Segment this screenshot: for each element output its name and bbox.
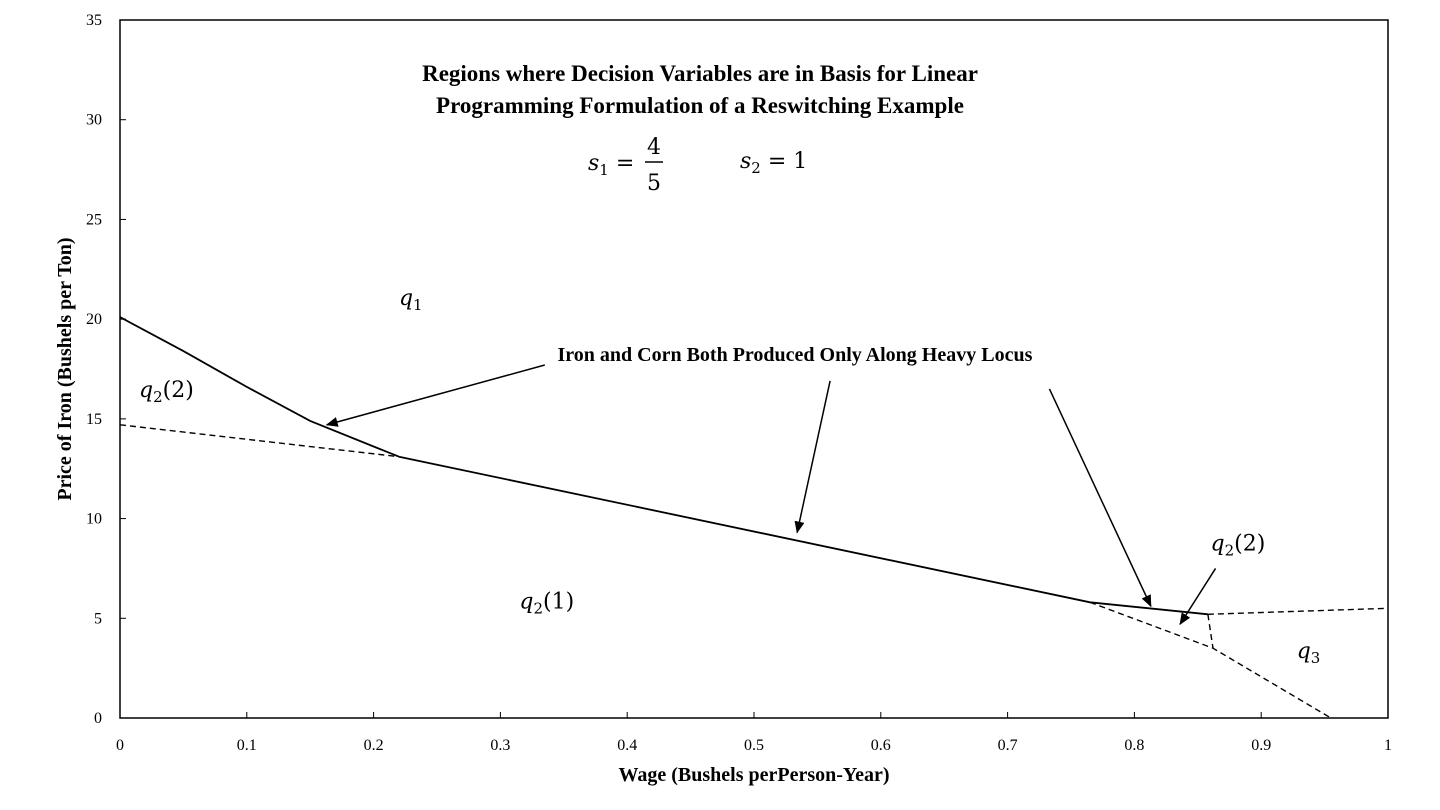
y-tick-label: 5 xyxy=(94,610,102,628)
dashed-boundary-line xyxy=(1208,614,1213,648)
y-tick-label: 20 xyxy=(86,311,102,329)
annotation-arrow xyxy=(797,381,830,533)
x-tick-label: 0.4 xyxy=(617,737,638,754)
dashed-boundary-line xyxy=(1208,608,1388,614)
x-tick-label: 0.7 xyxy=(997,737,1018,754)
dashed-boundary-line xyxy=(1090,602,1331,718)
series-layer xyxy=(120,317,1388,718)
region-label: $q_1$ xyxy=(398,286,423,315)
x-tick-label: 0.3 xyxy=(490,737,511,754)
parameter-s2 xyxy=(740,149,807,177)
s1-numerator: 4 xyxy=(647,135,661,160)
parameter-s1 xyxy=(588,135,663,196)
region-label: $q_2(2)$ xyxy=(139,377,194,406)
chart-title-line-2: Programming Formulation of a Reswitching Example xyxy=(436,93,964,118)
y-tick-label: 25 xyxy=(86,211,102,229)
svg-text:s2 = 1: $s_2 = 1$ xyxy=(740,149,808,177)
annotation-arrow xyxy=(1049,389,1150,606)
x-tick-label: 0.1 xyxy=(236,737,257,754)
svg-text:s1 =: $s_1$ = xyxy=(588,151,635,179)
y-axis-title: Price of Iron (Bushels per Ton) xyxy=(54,237,76,501)
y-tick-label: 15 xyxy=(86,410,102,428)
y-tick-label: 35 xyxy=(86,12,102,29)
x-tick-label: 0.5 xyxy=(744,737,764,754)
arrow-layer xyxy=(327,365,1216,624)
region-label: $q_2(1)$ xyxy=(519,589,575,618)
region-label: $q_3$ xyxy=(1296,639,1321,668)
y-tick-label: 30 xyxy=(86,111,102,129)
x-tick-label: 0 xyxy=(116,737,124,754)
x-axis-title: Wage (Bushels perPerson-Year) xyxy=(618,764,890,786)
annotation-arrow xyxy=(327,365,545,425)
x-tick-label: 1 xyxy=(1384,737,1392,754)
annotation-heavy-locus: Iron and Corn Both Produced Only Along Heavy Locus xyxy=(557,344,1033,367)
x-tick-label: 0.6 xyxy=(870,737,891,754)
y-tick-label: 10 xyxy=(86,510,102,528)
x-tick-label: 0.2 xyxy=(363,737,384,754)
s1-denominator: 5 xyxy=(647,171,661,196)
x-tick-label: 0.8 xyxy=(1124,737,1145,754)
annotation-arrow xyxy=(1180,568,1216,624)
x-tick-label: 0.9 xyxy=(1251,737,1272,754)
region-label: $q_2(2)$ xyxy=(1210,531,1266,560)
y-tick-label: 0 xyxy=(94,710,102,727)
chart-title-line-1: Regions where Decision Variables are in Basis for Linear xyxy=(422,61,978,86)
